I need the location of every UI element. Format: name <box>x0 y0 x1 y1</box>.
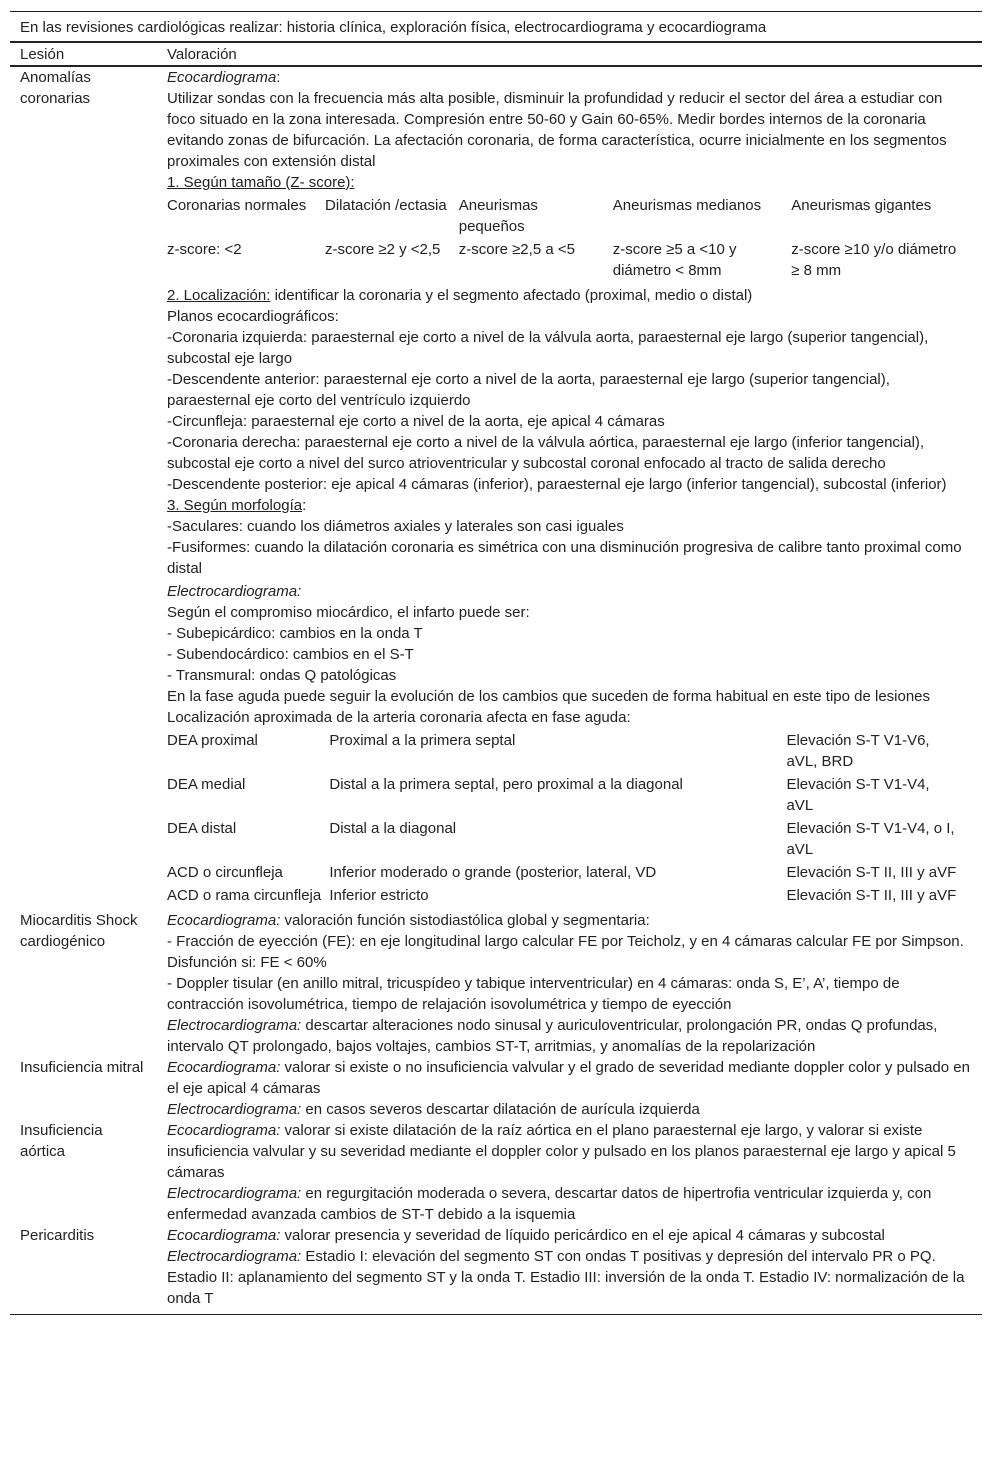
text-segment: Según el compromiso miocárdico, el infarto puede ser: <box>167 604 530 621</box>
paragraph <box>167 1015 972 1057</box>
text-segment: : <box>302 497 307 514</box>
valoracion-cell <box>157 910 982 1057</box>
italic-label: Ecocardiograma: <box>167 1122 281 1139</box>
text-segment: -Fusiformes: cuando la dilatación coronaria es simétrica con una disminución progresiva de calibre tanto proximal como distal <box>167 539 962 577</box>
sub-table <box>167 195 967 283</box>
paragraph <box>167 516 972 537</box>
main-table <box>10 41 982 1315</box>
paragraph <box>167 1099 972 1120</box>
text-segment: -Saculares: cuando los diámetros axiales y laterales son casi iguales <box>167 518 624 535</box>
section-heading: 1. Según tamaño (Z- score): <box>167 174 355 191</box>
sub-table-cell: z-score ≥2 y <2,5 <box>325 241 441 258</box>
paragraph <box>167 973 972 1015</box>
text-segment: -Descendente anterior: paraesternal eje corto a nivel de la aorta, paraesternal eje largo (superior tangencial), paraesternal eje corto del ventrículo izquierdo <box>167 371 890 409</box>
sub-table-cell: z-score ≥2,5 a <5 <box>458 241 575 258</box>
table-header-row <box>10 42 982 66</box>
italic-label: Electrocardiograma: <box>167 1248 302 1265</box>
sub-table-cell: Elevación S-T V1-V4, aVL <box>786 776 930 814</box>
italic-label: Electrocardiograma: <box>167 583 302 600</box>
table-row <box>10 910 982 1057</box>
paragraph <box>167 707 972 728</box>
text-segment: - Transmural: ondas Q patológicas <box>167 667 397 684</box>
paragraph <box>167 88 972 172</box>
table-body <box>10 66 982 1315</box>
lesion-cell: Pericarditis <box>10 1225 157 1315</box>
text-segment: en casos severos descartar dilatación de aurícula izquierda <box>301 1101 700 1118</box>
text-segment: -Circunfleja: paraesternal eje corto a nivel de la aorta, eje apical 4 cámaras <box>167 413 665 430</box>
text-segment: -Descendente posterior: eje apical 4 cámaras (inferior), paraesternal eje largo (inferior tangencial), subcostal (inferior) <box>167 476 947 493</box>
sub-table-row <box>167 774 967 818</box>
sub-table-row <box>167 818 967 862</box>
paragraph <box>167 1225 972 1246</box>
italic-label: Electrocardiograma: <box>167 1017 302 1034</box>
sub-table-row <box>167 862 967 885</box>
paragraph <box>167 67 972 88</box>
table-row <box>10 1225 982 1315</box>
paragraph <box>167 623 972 644</box>
section-heading: 3. Según morfología <box>167 497 303 514</box>
lesion-cell: Insuficiencia mitral <box>20 1059 144 1076</box>
paragraph <box>167 686 972 707</box>
header-lesion: Lesión <box>10 42 157 66</box>
sub-table-cell: DEA proximal <box>167 732 258 749</box>
italic-label: Ecocardiograma: <box>167 1227 281 1244</box>
sub-table-cell: Inferior moderado o grande (posterior, lateral, VD <box>329 864 657 881</box>
table-row <box>10 1120 982 1225</box>
text-segment: -Coronaria izquierda: paraesternal eje corto a nivel de la válvula aorta, paraesternal eje largo (superior tangencial), subcostal eje largo <box>167 329 929 367</box>
italic-label: Electrocardiograma: <box>167 1101 302 1118</box>
sub-table-cell: Elevación S-T V1-V4, o I, aVL <box>786 820 955 858</box>
valoracion-cell <box>157 1057 982 1120</box>
lesion-cell: Anomalías coronarias <box>20 69 91 107</box>
table-row <box>10 66 982 910</box>
paragraph <box>167 1246 972 1309</box>
sub-table-row <box>167 195 967 239</box>
sub-table <box>167 730 967 908</box>
italic-label: Electrocardiograma: <box>167 1185 302 1202</box>
paragraph <box>167 581 972 602</box>
text-segment: valorar presencia y severidad de líquido pericárdico en el eje apical 4 cámaras y subcostal <box>280 1227 885 1244</box>
paragraph <box>167 285 972 306</box>
paragraph <box>167 644 972 665</box>
section-heading: 2. Localización: <box>167 287 271 304</box>
paragraph <box>167 495 972 516</box>
italic-label: Ecocardiograma: <box>167 912 281 929</box>
paragraph <box>167 369 972 411</box>
text-segment: Planos ecocardiográficos: <box>167 308 339 325</box>
sub-table-cell: z-score ≥5 a <10 y diámetro < 8mm <box>612 241 737 279</box>
text-segment: -Coronaria derecha: paraesternal eje corto a nivel de la válvula aórtica, paraesternal eje largo (inferior tangencial), subcostal eje corto a nivel del surco atrioventricular y subcostal coronal enfocado al tracto de salida derecho <box>167 434 925 472</box>
text-segment: valorar si existe o no insuficiencia valvular y el grado de severidad mediante doppler color y pulsado en el eje apical 4 cámaras <box>167 1059 970 1097</box>
paragraph <box>167 306 972 327</box>
sub-table-cell: DEA distal <box>167 820 237 837</box>
text-segment: descartar alteraciones nodo sinusal y auriculoventricular, prolongación PR, ondas Q profundas, intervalo QT prolongado, bajos voltajes, cambios ST-T, arritmias, y anomalías de la repolarización <box>167 1017 938 1055</box>
paragraph <box>167 602 972 623</box>
text-segment: - Doppler tisular (en anillo mitral, tricuspídeo y tabique interventricular) en 4 cámaras: onda S, E’, A’, tiempo de contracción isovolumétrica, tiempo de relajación isovolumétrica y tiempo de eyección <box>167 975 900 1013</box>
paragraph <box>167 931 972 973</box>
italic-label: Ecocardiograma: <box>167 1059 281 1076</box>
text-segment: valorar si existe dilatación de la raíz aórtica en el plano paraesternal eje largo, y valorar si existe insuficiencia valvular y su severidad mediante el doppler color y pulsado en los planos paraesternal eje largo y apical 5 cámaras <box>167 1122 956 1181</box>
text-segment: valoración función sistodiastólica global y segmentaria: <box>280 912 650 929</box>
text-segment: - Subepicárdico: cambios en la onda T <box>167 625 423 642</box>
italic-label: Ecocardiograma <box>167 69 277 86</box>
text-segment: - Subendocárdico: cambios en el S-T <box>167 646 414 663</box>
paragraph <box>167 665 972 686</box>
paragraph <box>167 432 972 474</box>
paragraph <box>167 1057 972 1099</box>
table-caption: En las revisiones cardiológicas realizar: historia clínica, exploración física, electrocardiograma y ecocardiograma <box>10 11 982 41</box>
sub-table-cell: Elevación S-T II, III y aVF <box>786 887 957 904</box>
valoracion-cell <box>157 66 982 910</box>
paragraph <box>167 1120 972 1183</box>
paragraph <box>167 537 972 579</box>
text-segment: Estadio I: elevación del segmento ST con ondas T positivas y depresión del intervalo PR o PQ. Estadio II: aplanamiento del segmento ST y la onda T. Estadio III: inversión de la onda T. Estadio IV: normalización de la onda T <box>167 1248 965 1307</box>
sub-table-row <box>167 730 967 774</box>
sub-table-cell: Aneurismas medianos <box>612 197 762 214</box>
paragraph <box>167 474 972 495</box>
sub-table-cell: ACD o circunfleja <box>167 864 283 881</box>
header-valoracion: Valoración <box>157 42 982 66</box>
sub-table-cell: z-score: <2 <box>167 241 242 258</box>
table-row <box>10 1057 982 1120</box>
text-segment: en regurgitación moderada o severa, descartar datos de hipertrofia ventricular izquierda y, con enfermedad avanzada cambios de ST-T debido a la isquemia <box>167 1185 932 1223</box>
paragraph <box>167 910 972 931</box>
paragraph <box>167 327 972 369</box>
sub-table-cell: z-score ≥10 y/o diámetro ≥ 8 mm <box>791 241 957 279</box>
sub-table-cell: Proximal a la primera septal <box>329 732 516 749</box>
sub-table-cell: Aneurismas gigantes <box>791 197 932 214</box>
text-segment: Utilizar sondas con la frecuencia más alta posible, disminuir la profundidad y reducir el sector del área a estudiar con foco situado en la zona interesada. Compresión entre 50-60 y Gain 60-65%. Medir bordes internos de la coronaria evitando zonas de bifurcación. La afectación coronaria, de forma característica, ocurre inicialmente en los segmentos proximales con extensión distal <box>167 90 947 170</box>
sub-table-cell: Inferior estricto <box>329 887 429 904</box>
valoracion-cell <box>157 1225 982 1315</box>
valoracion-cell <box>157 1120 982 1225</box>
sub-table-cell: Aneurismas pequeños <box>458 197 538 235</box>
text-segment: : <box>276 69 281 86</box>
sub-table-row <box>167 885 967 908</box>
paragraph <box>167 1183 972 1225</box>
sub-table-row <box>167 239 967 283</box>
sub-table-cell: Distal a la diagonal <box>329 820 457 837</box>
sub-table-cell: Dilatación /ectasia <box>325 197 447 214</box>
text-segment: identificar la coronaria y el segmento afectado (proximal, medio o distal) <box>270 287 753 304</box>
paragraph <box>167 411 972 432</box>
sub-table-cell: Coronarias normales <box>167 197 307 214</box>
text-segment: En la fase aguda puede seguir la evolución de los cambios que suceden de forma habitual en este tipo de lesiones <box>167 688 931 705</box>
paragraph <box>167 172 972 193</box>
sub-table-cell: ACD o rama circunfleja <box>167 887 322 904</box>
text-segment: - Fracción de eyección (FE): en eje longitudinal largo calcular FE por Teicholz, y en 4 cámaras calcular FE por Simpson. Disfunción si: FE < 60% <box>167 933 964 971</box>
lesion-cell: Miocarditis Shock cardiogénico <box>20 912 138 950</box>
sub-table-cell: Elevación S-T II, III y aVF <box>786 864 957 881</box>
sub-table-cell: Elevación S-T V1-V6, aVL, BRD <box>786 732 930 770</box>
text-segment: Localización aproximada de la arteria coronaria afecta en fase aguda: <box>167 709 631 726</box>
sub-table-cell: Distal a la primera septal, pero proximal a la diagonal <box>329 776 683 793</box>
lesion-cell: Insuficiencia aórtica <box>20 1122 103 1160</box>
sub-table-cell: DEA medial <box>167 776 246 793</box>
document-table <box>10 11 982 1315</box>
